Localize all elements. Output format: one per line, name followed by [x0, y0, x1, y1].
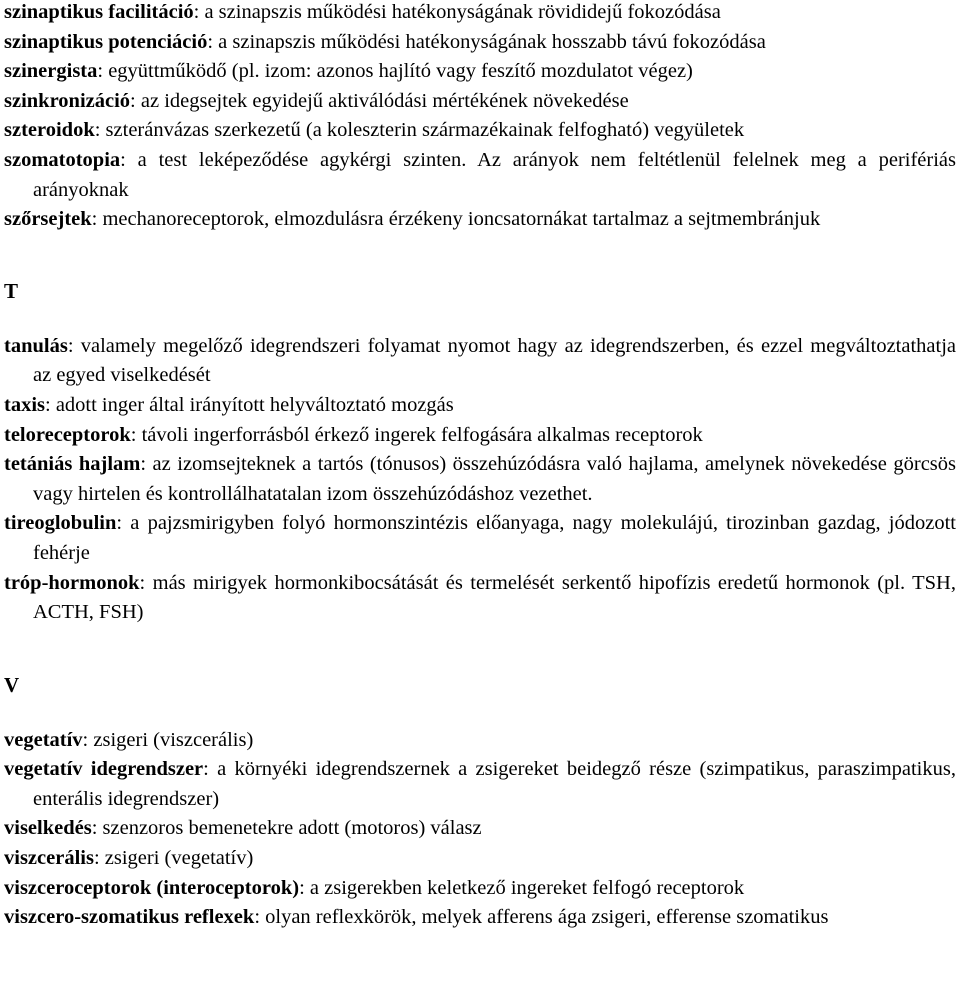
glossary-definition: : szenzoros bemenetekre adott (motoros) válasz [91, 817, 482, 840]
glossary-definition: : mechanoreceptorok, elmozdulásra érzékeny ioncsatornákat tartalmaz a sejtmembránjuk [91, 208, 821, 231]
glossary-entry [4, 450, 956, 509]
glossary-section-s [4, 0, 956, 235]
section-letter-t: T [4, 278, 19, 303]
glossary-definition: : együttműködő (pl. izom: azonos hajlító vagy feszítő mozdulatot végez) [97, 60, 693, 83]
glossary-term: viszcero-szomatikus reflexek [4, 906, 255, 929]
glossary-definition: : adott inger által irányított helyváltoztató mozgás [45, 393, 454, 416]
glossary-entry [4, 205, 956, 235]
glossary-entry [4, 146, 956, 205]
glossary-definition: : a szinapszis működési hatékonyságának rövididejű fokozódása [193, 1, 721, 23]
glossary-definition: : a pajzsmirigyben folyó hormonszintézis előanyaga, nagy molekulájú, tirozinban gazdag, jódozott fehérje [33, 512, 956, 564]
glossary-entry [4, 391, 956, 421]
glossary-definition: : zsigeri (viszcerális) [82, 728, 254, 751]
section-spacer [4, 628, 956, 670]
glossary-definition: : zsigeri (vegetatív) [93, 847, 254, 870]
section-spacer [4, 306, 956, 332]
glossary-term: szőrsejtek [4, 208, 92, 231]
glossary-term: szinkronizáció [4, 89, 131, 112]
glossary-entry [4, 57, 956, 87]
glossary-term: vegetatív idegrendszer [4, 758, 204, 781]
section-letter-v: V [4, 672, 20, 697]
glossary-term: szinaptikus potenciáció [4, 30, 208, 53]
glossary-definition: : szteránvázas szerkezetű (a koleszterin származékainak felfogható) vegyületek [94, 119, 745, 142]
glossary-entry [4, 421, 956, 451]
glossary-entry [4, 814, 956, 844]
section-spacer [4, 700, 956, 726]
glossary-definition: : olyan reflexkörök, melyek afferens ága zsigeri, efferense szomatikus [254, 906, 829, 929]
glossary-term: viszceroceptorok (interoceptorok) [4, 876, 300, 899]
glossary-definition: : távoli ingerforrásból érkező ingerek felfogására alkalmas receptorok [130, 423, 703, 446]
section-spacer [4, 235, 956, 276]
glossary-term: szteroidok [4, 119, 95, 142]
glossary-term: tanulás [4, 334, 68, 357]
glossary-entry [4, 509, 956, 568]
glossary-entry [4, 87, 956, 117]
glossary-entry [4, 0, 956, 28]
glossary-page [4, 0, 956, 933]
glossary-definition: : más mirigyek hormonkibocsátását és termelését serkentő hipofízis eredetű hormonok (pl. TSH, ACTH, FSH) [33, 571, 956, 624]
glossary-entry [4, 569, 956, 628]
glossary-entry [4, 116, 956, 146]
glossary-term: tróp-hormonok [4, 571, 140, 594]
glossary-entry [4, 332, 956, 391]
glossary-term: teloreceptorok [4, 423, 131, 446]
glossary-term: vegetatív [4, 728, 83, 751]
glossary-entry [4, 755, 956, 814]
glossary-term: viselkedés [4, 817, 92, 840]
glossary-entry [4, 903, 956, 933]
glossary-definition: : az idegsejtek egyidejű aktiválódási mértékének növekedése [130, 89, 629, 112]
glossary-definition: : a zsigerekben keletkező ingereket felfogó receptorok [299, 876, 745, 899]
glossary-term: viszcerális [4, 847, 94, 870]
glossary-section-v [4, 726, 956, 933]
glossary-definition: : az izomsejteknek a tartós (tónusos) összehúzódásra való hajlama, amelynek növekedése görcsös vagy hirtelen és kontrollálhatatalan izom összehúzódáshoz vezethet. [33, 453, 956, 505]
glossary-term: tetániás hajlam [4, 453, 141, 476]
glossary-term: szinaptikus facilitáció [4, 1, 194, 23]
glossary-term: tireoglobulin [4, 512, 117, 535]
glossary-entry [4, 726, 956, 756]
glossary-definition: : a szinapszis működési hatékonyságának hosszabb távú fokozódása [207, 30, 766, 53]
glossary-entry [4, 844, 956, 874]
glossary-term: szomatotopia [4, 148, 121, 171]
glossary-definition: : a test leképeződése agykérgi szinten. Az arányok nem feltétlenül felelnek meg a perifériás arányoknak [33, 148, 956, 201]
glossary-section-t [4, 332, 956, 628]
glossary-entry [4, 874, 956, 904]
glossary-entry [4, 28, 956, 58]
glossary-definition: : a környéki idegrendszernek a zsigereket beidegző része (szimpatikus, paraszimpatikus, enterális idegrendszer) [33, 758, 956, 810]
glossary-term: szinergista [4, 60, 98, 83]
glossary-term: taxis [4, 393, 45, 416]
glossary-definition: : valamely megelőző idegrendszeri folyamat nyomot hagy az idegrendszerben, és ezzel megváltoztathatja az egyed viselkedését [33, 334, 956, 387]
